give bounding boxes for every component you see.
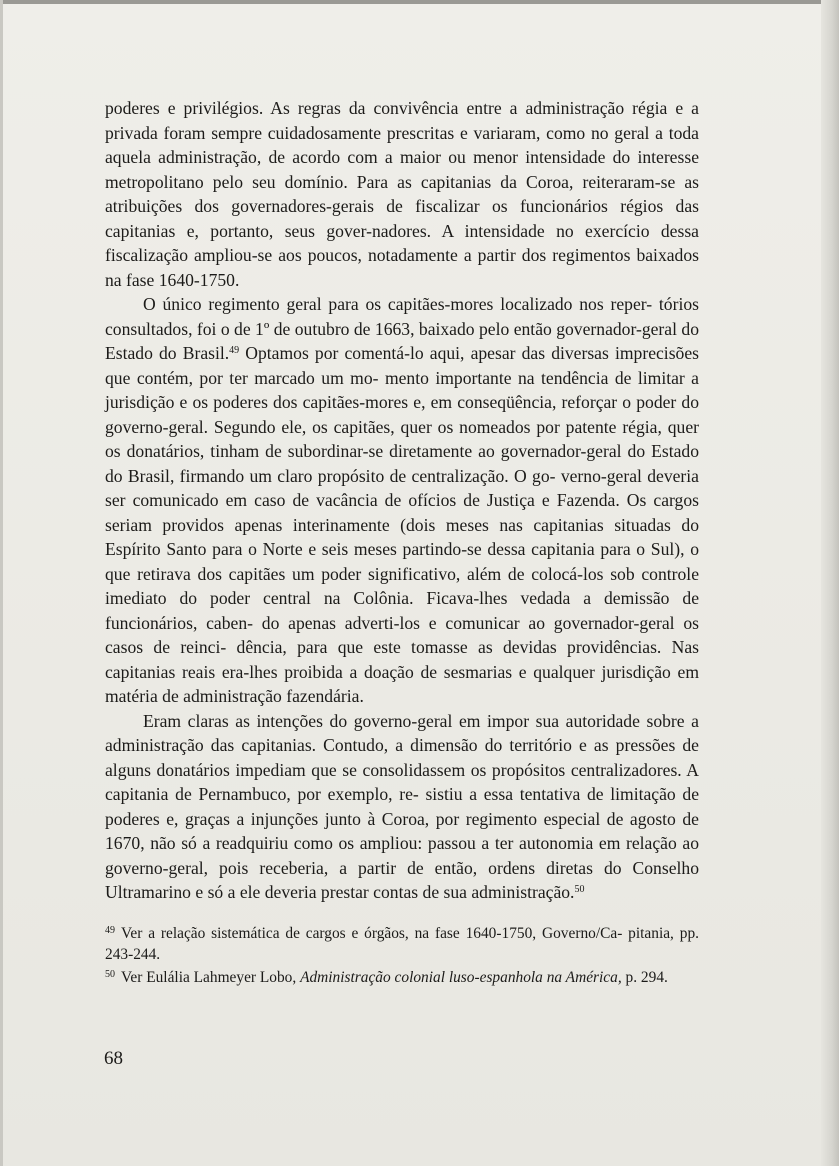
- page-gutter-shadow: [821, 0, 839, 1166]
- paragraph-3-text: Eram claras as intenções do governo-geral em impor sua autoridade sobre a administração das capitanias. Contudo, a dimensão do território e as pressões de alguns donatários impediam que se consolidassem os propósitos centralizadores. A capitania de Pernambuco, por exemplo, re- sistiu a essa tentativa de limitação de poderes e, graças a injunções junto à Coroa, por regimento especial de agosto de 1670, não só a readquiriu como os ampliou: passou a ter autonomia em relação ao governo-geral, pois receberia, a partir de então, ordens diretas do Conselho Ultramarino e só a ele deveria prestar contas de sua administração.: [105, 710, 699, 902]
- footnote-49-text: Ver a relação sistemática de cargos e órgãos, na fase 1640-1750, Governo/Ca- pitania, pp. 243-244.: [105, 925, 699, 963]
- page-top-shadow: [0, 0, 839, 4]
- body-text: [105, 96, 699, 905]
- footnote-50-text: Ver Eulália Lahmeyer Lobo,: [121, 969, 301, 987]
- paragraph-3: [105, 709, 699, 905]
- footnote-49-number: 49: [105, 925, 115, 936]
- page-left-shadow: [0, 0, 3, 1166]
- paragraph-2-text-cont: Optamos por comentá-lo aqui, apesar das diversas imprecisões que contém, por ter marcado um mo- mento importante na tendência de limitar a jurisdição e os poderes dos capitães-mores e, em conseqüência, reforçar o poder do governo-geral. Segundo ele, os capitães, quer os nomeados por patente régia, quer os donatários, tinham de subordinar-se diretamente ao governador-geral do Estado do Brasil, firmando um claro propósito de centralização. O go- verno-geral deveria ser comunicado em caso de vacância de ofícios de Justiça e Fazenda. Os cargos seriam providos apenas interinamente (dois meses nas capitanias situadas do Espírito Santo para o Norte e seis meses partindo-se dessa capitania para o Sul), o que retirava dos capitães um poder significativo, além de colocá-los sob controle imediato do poder central na Colônia. Ficava-lhes vedada a demissão de funcionários, caben- do apenas adverti-los e comunicar ao governador-geral os casos de reinci- dência, para que este tomasse as devidas providências. Nas capitanias reais era-lhes proibida a doação de sesmarias e qualquer jurisdição em matéria de administração fazendária.: [105, 343, 699, 706]
- footnote-49: [105, 921, 699, 965]
- footnote-50-book-title: Administração colonial luso-espanhola na América,: [300, 969, 622, 987]
- footnote-50: [105, 965, 699, 989]
- page-number: 68: [104, 1048, 123, 1069]
- paragraph-2-text: O único regimento geral para os capitães-mores localizado nos reper- tórios consultados, foi o de 1º de outubro de 1663, baixado pelo então governador-geral do Estado do Brasil.: [105, 294, 699, 363]
- footnotes: [105, 921, 699, 989]
- paragraph-2: [105, 292, 699, 709]
- footnote-50-number: 50: [105, 969, 115, 981]
- footnote-ref-49[interactable]: 49: [229, 345, 240, 356]
- footnote-50-pages: p. 294.: [621, 969, 668, 987]
- paragraph-1: poderes e privilégios. As regras da convivência entre a administração régia e a privada foram sempre cuidadosamente prescritas e variaram, como no geral a toda aquela administração, de acordo com a maior ou menor intensidade do interesse metropolitano pelo seu domínio. Para as capitanias da Coroa, reiteraram-se as atribuições dos governadores-gerais de fiscalizar os funcionários régios das capitanias e, portanto, seus gover-nadores. A intensidade no exercício dessa fiscalização ampliou-se aos poucos, notadamente a partir dos regimentos baixados na fase 1640-1750.: [105, 98, 699, 290]
- footnote-ref-50[interactable]: 50: [574, 884, 585, 895]
